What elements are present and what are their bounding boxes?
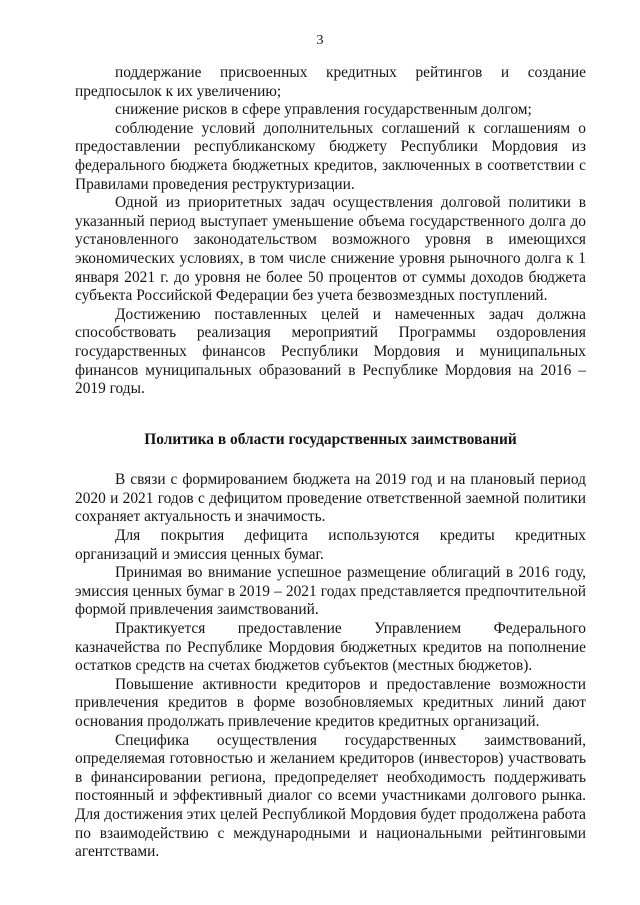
paragraph-program: Достижению поставленных целей и намеченных задач должна способствовать реализация мероприятий Программы оздоровления государственных финансов Республики Мордовия и муниципальных финансов муниципальных образований в Республике Мордовия на 2016 – 2019 годы.: [75, 305, 586, 398]
paragraph-restructuring: соблюдение условий дополнительных соглашений к соглашениям о предоставлении республиканскому бюджету Республики Мордовия из федерального бюджета бюджетных кредитов, заключенных в соответствии с Правилами проведения реструктуризации.: [75, 119, 586, 193]
paragraph-budget-2019: В связи с формированием бюджета на 2019 год и на плановый период 2020 и 2021 годов с дефицитом проведение ответственной заемной политики сохраняет актуальность и значимость.: [75, 471, 586, 526]
page-number: 3: [316, 33, 324, 48]
paragraph-debt-reduction: Одной из приоритетных задач осуществления долговой политики в указанный период выступает уменьшение объема государственного долга до установленного законодательством возможного уровня в имеющихся экономических условиях, в том числе снижение уровня рыночного долга к 1 января 2021 г. до уровня не более 50 процентов от суммы доходов бюджета субъекта Российской Федерации без учета безвозмездных поступлений.: [75, 194, 586, 305]
spacer: [75, 399, 586, 413]
paragraph-ratings: поддержание присвоенных кредитных рейтингов и создание предпосылок к их увеличению;: [75, 64, 586, 100]
paragraph-investor-dialogue: Специфика осуществления государственных заимствований, определяемая готовностью и желанием кредиторов (инвесторов) участвовать в финансировании региона, предопределяет необходимость поддерживать постоянный и эффективный диалог со всеми участниками долгового рынка. Для достижения этих целей Республикой Мордовия будет продолжена работа по взаимодействию с международными и национальными рейтинговыми агентствами.: [75, 731, 586, 861]
paragraph-treasury-credits: Практикуется предоставление Управлением Федерального казначейства по Республике Мордовия бюджетных кредитов на пополнение остатков средств на счетах бюджетов субъектов (местных бюджетов).: [75, 620, 586, 675]
section-heading: Политика в области государственных заимствований: [144, 430, 517, 448]
paragraph-bonds: Принимая во внимание успешное размещение облигаций в 2016 году, эмиссия ценных бумаг в 2019 – 2021 годах представляется предпочтительной формой привлечения заимствований.: [75, 564, 586, 619]
paragraph-credit-lines: Повышение активности кредиторов и предоставление возможности привлечения кредитов в форме возобновляемых кредитных линий дают основания продолжать привлечение кредитов кредитных организаций.: [75, 675, 586, 730]
paragraph-deficit-coverage: Для покрытия дефицита используются кредиты кредитных организаций и эмиссия ценных бумаг.: [75, 527, 586, 563]
paragraph-risk-reduction: снижение рисков в сфере управления государственным долгом;: [115, 101, 532, 119]
document-body: [75, 64, 586, 862]
